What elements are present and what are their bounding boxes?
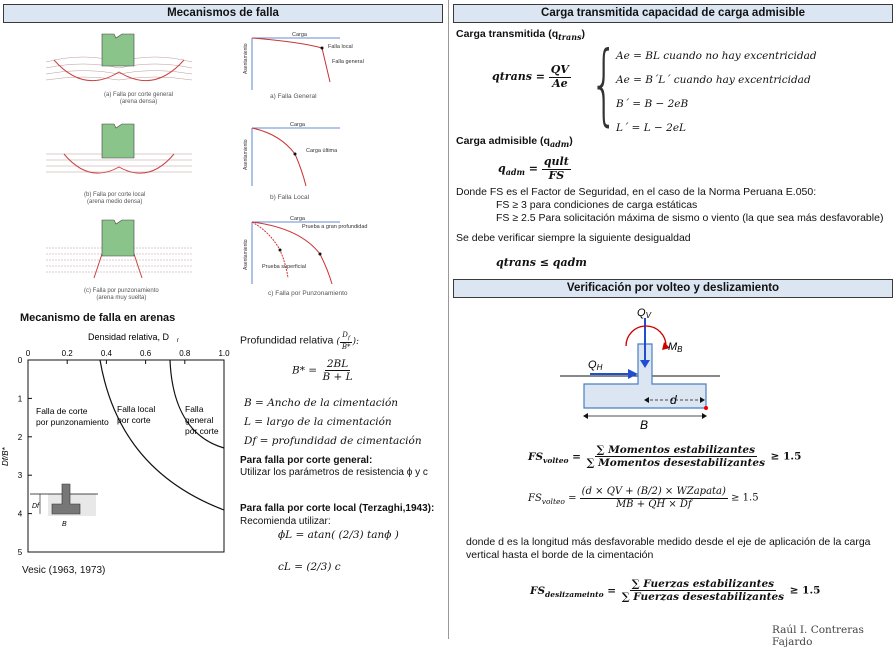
b-label: B: [62, 521, 67, 528]
adm-title: Carga admisible $(q_{adm})$: [456, 135, 573, 150]
y-tick-label: 2: [17, 432, 23, 442]
header-transmitted-load: Carga transmitida capacidad de carga admisible: [453, 4, 893, 23]
def-b: B = Ancho de la cimentación: [244, 397, 399, 409]
local-shear-figure: [44, 122, 194, 204]
x-tick-label: 0.8: [179, 349, 191, 358]
footing-inset: [30, 484, 98, 528]
zone-punching-l2: por punzonamiento: [36, 417, 109, 427]
general-shear-figure: [44, 32, 194, 105]
relative-depth-label: Profundidad relativa ( $\frac{D_f}{B*}$ ):: [240, 331, 360, 352]
qh-label: QH: [588, 359, 603, 372]
chart-top-label: Densidad relativa, D: [88, 332, 170, 342]
qtrans-formula: qtrans = $\frac{QV}{Ae}$: [492, 63, 569, 90]
fs-sliding-formula: $FS_{deslizameinto}$ = $\frac{\text{∑ Fuerzas estabilizantes}}{\text{∑ Fuerzas desestabilizantes}}$ ≥ 1.5: [530, 578, 821, 604]
trans-title: Carga transmitida $(q_{trans})$: [456, 28, 586, 43]
zone-general-l2: general: [185, 415, 214, 425]
local-title: Para falla por corte local (Terzaghi,1943):: [240, 503, 435, 514]
local-label: Falla local: [328, 44, 353, 50]
load-label: Carga: [292, 32, 307, 38]
zone-general-l1: Falla: [185, 404, 204, 414]
brace-item-4: L´ = L − 2eL: [616, 122, 687, 134]
graph-caption-b: b) Falla Local: [270, 194, 310, 201]
def-df: Df = profundidad de cimentación: [244, 435, 422, 447]
definitions-list: [244, 394, 422, 451]
qv-label: QV: [637, 307, 651, 320]
brace-item-3: B´ = B − 2eB: [616, 98, 689, 110]
axis-label: Asentamiento: [243, 239, 249, 270]
verify-line: Se debe verificar siempre la siguiente desigualdad: [456, 232, 691, 244]
local-shear-caption: (b) Falla por corte local (arena medio densa): [84, 192, 146, 205]
zone-local-l2: por corte: [117, 415, 151, 425]
shallow-test-label: Prueba superficial: [262, 264, 307, 270]
fs-item-1: FS ≥ 3 para condiciones de carga estáticas: [496, 199, 698, 211]
vesic-source: Vesic (1963, 1973): [22, 565, 106, 576]
brace-item-2: Ae = B´L´ cuando hay excentricidad: [616, 74, 811, 86]
chart-top-sub: r: [177, 338, 179, 344]
general-shear-caption: (a) Falla por corte general (arena densa): [104, 92, 174, 105]
punching-caption: (c) Falla por punzonamiento (arena muy suelta): [84, 288, 159, 301]
d-note: donde d es la longitud más desfavorable medido desde el eje de aplicación de la carga vertical hasta el borde de la cimentación: [466, 536, 871, 561]
zone-general-l3: por corte: [185, 426, 219, 436]
x-tick-label: 0.4: [100, 349, 112, 358]
general-label: Falla general: [332, 59, 364, 65]
bstar-formula: B* = $\frac{2BL}{B + L}$: [292, 358, 353, 384]
ult-label: Carga última: [306, 148, 338, 154]
general-shear-graph: [240, 30, 364, 102]
punching-figure: [44, 218, 194, 306]
c-l-formula: cL = (2/3) c: [278, 561, 341, 573]
punching-graph: [240, 214, 368, 300]
chart-y-label: Df/B*: [1, 447, 10, 466]
y-tick-label: 3: [17, 471, 23, 481]
inequality: qtrans ≤ qadm: [496, 256, 587, 269]
df-label: Df: [32, 503, 39, 510]
x-tick-label: 0: [25, 349, 31, 358]
axis-label: Asentamiento: [243, 139, 249, 170]
load-label: Carga: [290, 216, 305, 222]
local-text: Recomienda utilizar:: [240, 516, 331, 527]
brace-items: [616, 44, 817, 140]
general-text: Utilizar los parámetros de resistencia ϕ y c: [240, 467, 428, 478]
y-tick-label: 4: [17, 509, 23, 519]
header-failure-mechanisms: Mecanismos de falla: [3, 4, 443, 23]
fs-item-2: FS ≥ 2.5 Para solicitación máxima de sismo o viento (la que sea más desfavorable): [496, 212, 884, 224]
sand-mechanism-title: Mecanismo de falla en arenas: [20, 312, 176, 324]
axis-label: Asentamiento: [243, 43, 249, 74]
d-label: d: [670, 393, 677, 407]
x-tick-label: 0.2: [61, 349, 73, 358]
zone-punching-l1: Falla de corte: [36, 406, 88, 416]
y-tick-label: 1: [17, 394, 23, 404]
column-divider: [448, 0, 449, 639]
graph-caption-c: c) Falla por Punzonamiento: [268, 290, 348, 297]
brace-item-1: Ae = BL cuando no hay excentricidad: [616, 50, 817, 62]
x-tick-label: 0.6: [140, 349, 152, 358]
fs-volteo-formula: $FS_{volteo}$ = $\frac{\text{∑ Momentos estabilizantes}}{\text{∑ Momentos desestabilizantes}}$ ≥ 1.5: [528, 444, 802, 470]
qadm-formula: $q_{adm}$ = $\frac{\text{qult}}{FS}$: [498, 155, 569, 182]
fs-line: Donde FS es el Factor de Seguridad, en el caso de la Norma Peruana E.050:: [456, 186, 817, 198]
graph-caption-a: a) Falla General: [270, 93, 317, 100]
zone-local-l1: Falla local: [117, 404, 156, 414]
deep-test-label: Prueba a gran profundidad: [302, 224, 368, 230]
phi-l-formula: ϕL = atan( (2/3) tanϕ ): [278, 529, 399, 541]
y-tick-label: 0: [17, 356, 23, 365]
x-tick-label: 1.0: [218, 349, 230, 358]
b-dimension-label: B: [640, 418, 649, 432]
brace: {: [590, 34, 618, 136]
mb-label: MB: [668, 341, 683, 354]
vesic-chart: [0, 328, 236, 560]
footing-diagram: [560, 304, 720, 432]
general-title: Para falla por corte general:: [240, 455, 373, 466]
y-tick-label: 5: [17, 548, 23, 557]
def-l: L = largo de la cimentación: [244, 416, 392, 428]
author: Raúl I. Contreras Fajardo: [772, 624, 864, 648]
fs-volteo-detail-formula: $FS_{volteo}$ = $\frac{\text{(d × QV + (B/2) × WZapata)}}{MB + QH \times Df}$ ≥ 1.5: [528, 486, 759, 510]
load-label: Carga: [290, 122, 305, 128]
header-overturning-sliding: Verificación por volteo y deslizamiento: [453, 279, 893, 298]
local-shear-graph: [240, 120, 350, 202]
